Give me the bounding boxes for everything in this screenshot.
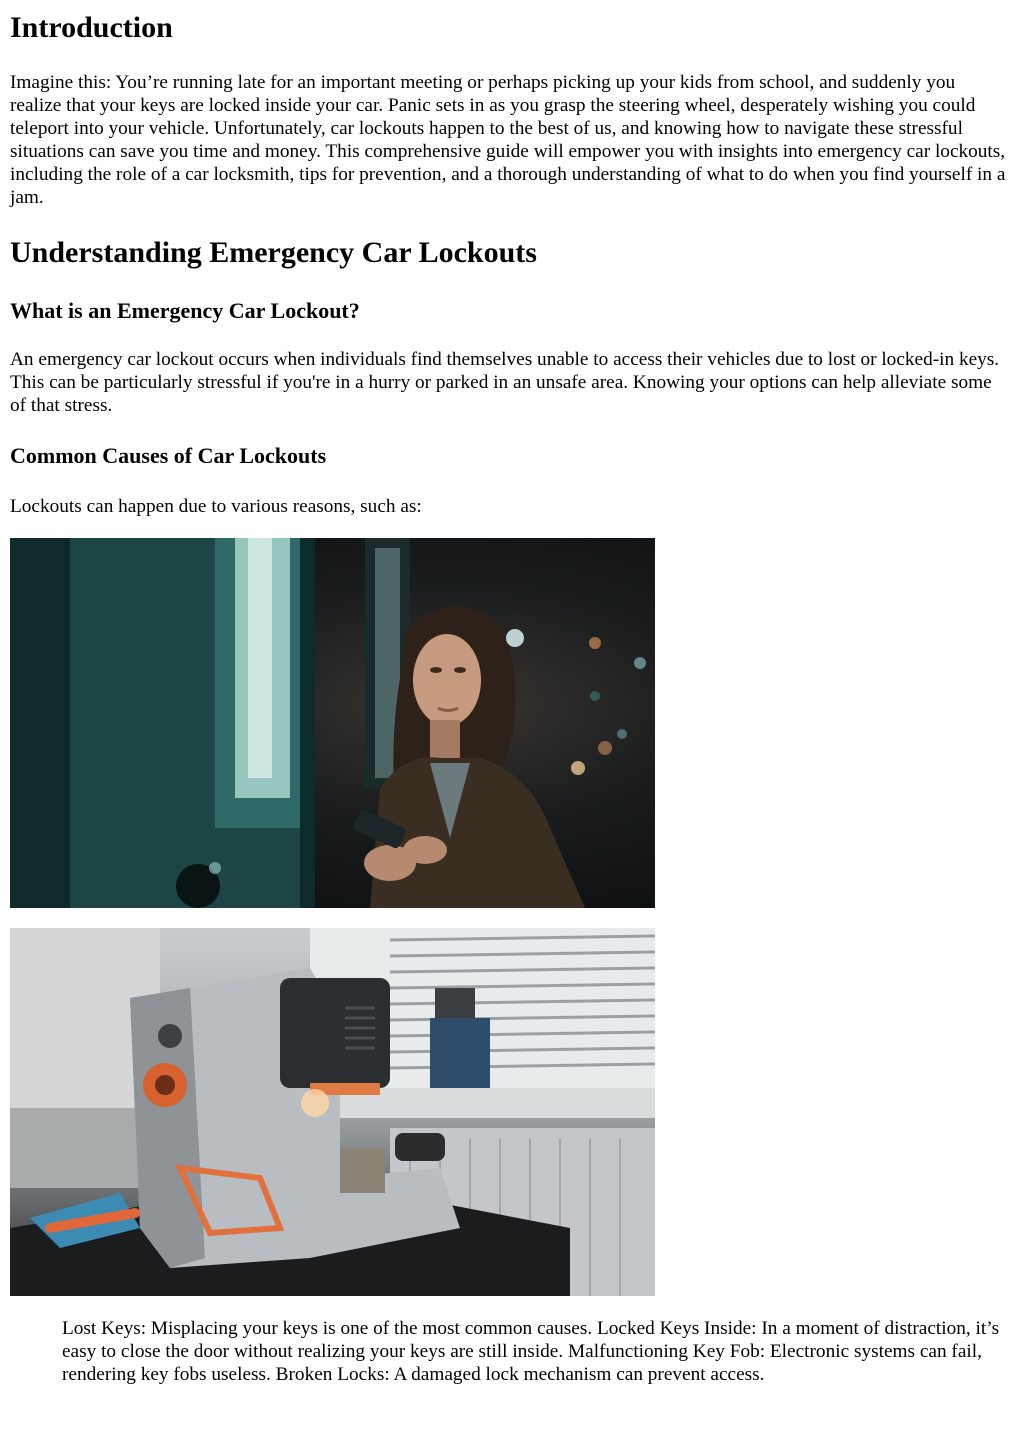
paragraph-introduction: Imagine this: You’re running late for an important meeting or perhaps picking up your kids from school, and suddenly you realize that your keys are locked inside your car. Panic sets in as you grasp the steering wheel, desperately wishing you could teleport into your vehicle. Unfortunately, car lockouts happen to the best of us, and knowing how to navigate these stressful situations can save you time and money. This comprehensive guide will empower you with insights into emergency car lockouts, including the role of a car locksmith, tips for prevention, and a thorough understanding of what to do when you find yourself in a jam. — [10, 72, 1006, 208]
paragraph-causes-list: Lost Keys: Misplacing your keys is one of the most common causes. Locked Keys Inside: In a moment of distraction, it’s easy to close the door without realizing your keys are still inside. Malfunctioning Key Fob: Electronic systems can fail, rendering key fobs useless. Broken Locks: A damaged lock mechanism can prevent access. — [62, 1318, 1000, 1385]
paragraph-what-is-lockout: An emergency car lockout occurs when individuals find themselves unable to access their vehicles due to lost or locked-in keys. This can be particularly stressful if you're in a hurry or parked in an unsafe area. Knowing your options can help alleviate some of that stress. — [10, 349, 1000, 416]
heading-introduction: Introduction — [10, 11, 173, 44]
heading-understanding-lockouts: Understanding Emergency Car Lockouts — [10, 236, 537, 269]
heading-what-is-lockout: What is an Emergency Car Lockout? — [10, 298, 360, 323]
key-machine-photo — [10, 928, 655, 1296]
key-cutting-machine-illustration — [10, 928, 655, 1296]
woman-at-door-photo — [10, 538, 655, 908]
woman-at-door-illustration — [10, 538, 655, 908]
paragraph-causes-intro: Lockouts can happen due to various reasons, such as: — [10, 496, 422, 517]
heading-common-causes: Common Causes of Car Lockouts — [10, 443, 327, 468]
